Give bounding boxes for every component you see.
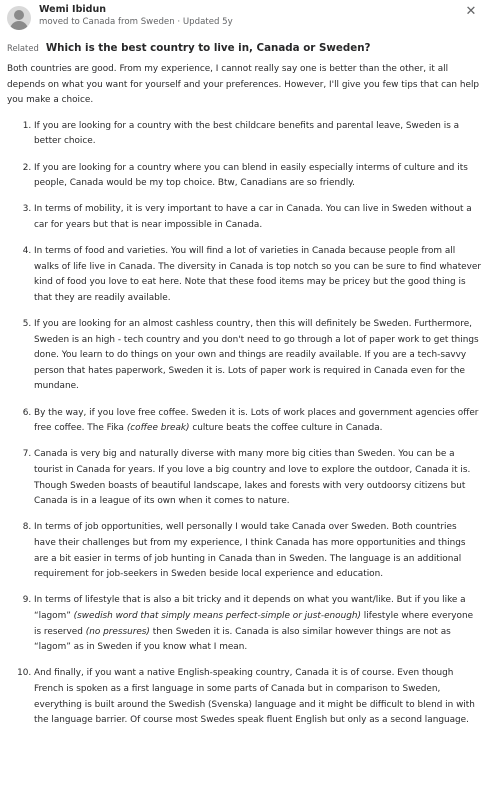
point-text: If you are looking for an almost cashless country, then this will definitely be Sweden. Furthermore, Sweden is an high - tech country and you don't need to go through a lot of paper work to get things done. You learn to do things on your own and things are readily available. If you are a tech-savvy person that hates paperwork, Sweden it is. Lots of paper work is required in Canada even for the mundane. — [34, 319, 479, 392]
point-emphasis: (swedish word that simply means perfect-simple or just-enough) — [73, 610, 361, 621]
point-text: If you are looking for a country where you can blend in easily especially interms of culture and its people, Canada would be my top choice. Btw, Canadians are so friendly. — [34, 162, 468, 189]
point-text: culture beats the coffee culture in Canada. — [189, 423, 383, 434]
point-emphasis: (no pressures) — [85, 626, 150, 637]
point-text: And finally, if you want a native English-speaking country, Canada it is of course. Even though French is spoken as a first language in some parts of Canada but in comparison to Sweden, everything is built around the Swedish (Svenska) language and it might be difficult to blend in with the language barrier. Of course most Swedes speak fluent English but only as a second language. — [34, 668, 475, 726]
point-text: In terms of food and varieties. You will find a lot of varieties in Canada because people from all walks of life live in Canada. The diversity in Canada is top notch so you can be sure to find whatever kind of food you love to eat here. Note that these food items may be pricey but the good thing is that they are readily available. — [34, 246, 482, 303]
answer-point-1 — [34, 119, 481, 150]
answer-point-6 — [34, 406, 481, 437]
author-header — [7, 4, 481, 40]
related-question — [7, 42, 481, 59]
author-name[interactable]: Wemi Ibidun — [39, 4, 106, 15]
question-title-link[interactable]: Which is the best country to live in, Canada or Sweden? — [45, 42, 371, 54]
point-text: lifestyle where everyone is reserved — [34, 610, 474, 637]
author-credential: moved to Canada from Sweden · Updated 5y — [39, 16, 233, 27]
point-text: In terms of mobility, it is very important to have a car in Canada. You can live in Sweden without a car for years but that is near impossible in Canada. — [34, 204, 472, 230]
avatar-head-shape — [14, 10, 24, 20]
point-text: Canada is very big and naturally diverse with many more big cities than Sweden. You can be a tourist in Canada for years. If you love a big country and love to explore the outdoor, Canada it is. Though Sweden boasts of beautiful landscape, lakes and forests with very outdoorsy citizens but Canada is in a league of its own when it comes to nature. — [34, 449, 471, 507]
author-meta — [39, 4, 233, 28]
point-text: By the way, if you love free coffee. Sweden it is. Lots of work places and government agencies offer free coffee. The Fika — [34, 407, 479, 434]
avatar-body-shape — [10, 21, 28, 30]
answer-point-7 — [34, 447, 481, 509]
point-text: In terms of lifestyle that is also a bit tricky and it depends on what you want/like. But if you like a “lagom” — [34, 595, 466, 621]
point-text: then Sweden it is. Canada is also similar however things are not as “lagom” as in Sweden if you know what I mean. — [34, 626, 451, 653]
answer-list — [7, 119, 481, 729]
related-label: Related — [7, 43, 39, 53]
avatar[interactable] — [7, 6, 31, 30]
point-text: If you are looking for a country with the best childcare benefits and parental leave, Sweden is a better choice. — [34, 120, 460, 147]
answer-intro: Both countries are good. From my experience, I cannot really say one is better than the other, it all depends on what you want for yourself and your preferences. However, I'll give you few tips that can help you make a choice. — [7, 64, 480, 106]
answer-point-8 — [34, 520, 481, 582]
answer-point-2 — [34, 161, 481, 192]
answer-point-3 — [34, 202, 481, 233]
close-icon[interactable]: ✕ — [465, 4, 477, 19]
answer-point-4 — [34, 244, 481, 306]
answer-point-10 — [34, 666, 481, 728]
answer-point-5 — [34, 317, 481, 395]
answer-point-9 — [34, 593, 481, 655]
point-text: In terms of job opportunities, well personally I would take Canada over Sweden. Both countries have their challenges but from my experience, I think Canada has more opportunities and things are a bit easier in terms of job hunting in Canada than in Sweden. The language is an additional requirement for job-seekers in Sweden beside local experience and education. — [34, 522, 466, 580]
point-emphasis: (coffee break) — [126, 423, 190, 434]
